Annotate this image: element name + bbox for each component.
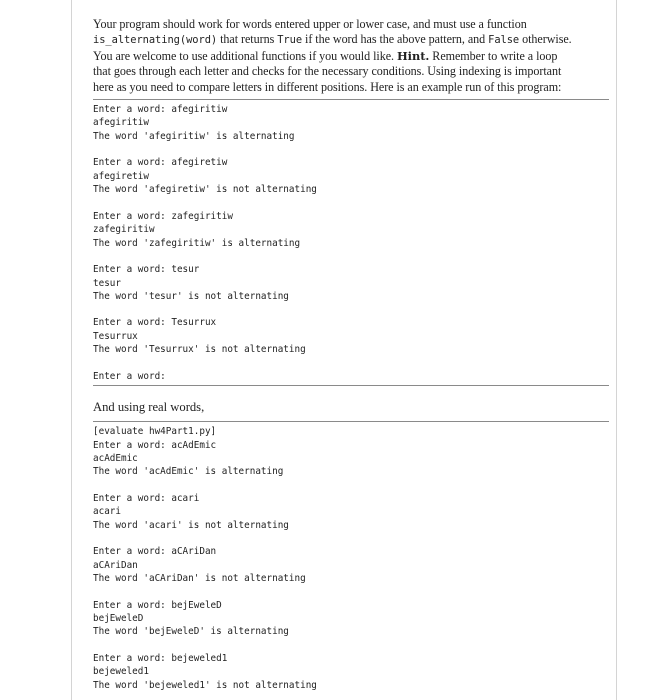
result-line: The word 'afegiritiw' is alternating: [93, 130, 295, 142]
result-line: The word 'bejEweleD' is alternating: [93, 626, 289, 638]
example-run-block: [93, 100, 609, 383]
evaluate-command: [evaluate hw4Part1.py]: [93, 426, 217, 438]
prompt-line: Enter a word: afegiritiw: [93, 104, 228, 116]
prompt-line: Enter a word: bejEweleD: [93, 599, 222, 611]
echo-line: zafegiritiw: [93, 224, 155, 236]
prompt-line: Enter a word: acAdEmic: [93, 439, 217, 451]
prompt-line: Enter a word: acari: [93, 492, 200, 504]
echo-line: acari: [93, 506, 121, 518]
echo-line: aCAriDan: [93, 559, 138, 571]
intro-line-1: Your program should work for words entered upper or lower case, and must use a function: [93, 17, 527, 31]
document-content: [93, 17, 609, 692]
prompt-line: Enter a word: tesur: [93, 264, 200, 276]
blank-line: [93, 639, 609, 652]
echo-line: bejEweleD: [93, 613, 144, 625]
blank-line: [93, 143, 609, 156]
page-left-edge: [71, 0, 72, 700]
page-right-edge: [616, 0, 617, 700]
blank-line: [93, 479, 609, 492]
intro-text: that returns: [217, 32, 278, 47]
intro-text: otherwise.: [519, 32, 572, 47]
prompt-line: Enter a word: aCAriDan: [93, 546, 217, 558]
intro-line-3: [93, 49, 609, 64]
echo-line: afegiritiw: [93, 117, 149, 129]
result-line: The word 'acAdEmic' is alternating: [93, 466, 284, 478]
intro-paragraph: [93, 17, 609, 95]
hint-label: Hint.: [396, 48, 430, 63]
true-keyword: True: [277, 34, 303, 47]
echo-line: tesur: [93, 277, 121, 289]
result-line: The word 'Tesurrux' is not alternating: [93, 344, 306, 356]
result-line: The word 'zafegiritiw' is alternating: [93, 237, 301, 249]
intro-text: if the word has the above pattern, and: [302, 32, 489, 47]
echo-line: bejeweled1: [93, 666, 149, 678]
prompt-line: Enter a word:: [93, 370, 166, 382]
function-signature: is_alternating(word): [93, 34, 218, 47]
result-line: The word 'tesur' is not alternating: [93, 290, 289, 302]
blank-line: [93, 586, 609, 599]
echo-line: acAdEmic: [93, 453, 138, 464]
blank-line: [93, 357, 609, 370]
result-line: The word 'afegiretiw' is not alternating: [93, 184, 317, 196]
blank-line: [93, 303, 609, 316]
echo-line: afegiretiw: [93, 170, 149, 182]
real-words-heading: And using real words,: [93, 400, 205, 415]
prompt-line: Enter a word: afegiretiw: [93, 157, 228, 169]
real-words-run-block: [93, 422, 609, 692]
intro-text: You are welcome to use additional functions if you would like.: [93, 48, 397, 63]
blank-line: [93, 250, 609, 263]
intro-line-4: that goes through each letter and checks for the necessary conditions. Using indexing is important: [93, 64, 562, 79]
result-line: The word 'aCAriDan' is not alternating: [93, 573, 306, 585]
prompt-line: Enter a word: zafegiritiw: [93, 210, 233, 222]
intro-line-2: [93, 32, 609, 48]
intro-text: Remember to write a loop: [429, 48, 558, 63]
false-keyword: False: [488, 34, 520, 47]
blank-line: [93, 532, 609, 545]
intro-line-5: here as you need to compare letters in different positions. Here is an example run of this program:: [93, 79, 562, 94]
blank-line: [93, 197, 609, 210]
echo-line: Tesurrux: [93, 330, 138, 342]
result-line: The word 'bejeweled1' is not alternating: [93, 679, 317, 691]
prompt-line: Enter a word: bejeweled1: [93, 653, 228, 665]
result-line: The word 'acari' is not alternating: [93, 519, 289, 531]
prompt-line: Enter a word: Tesurrux: [93, 317, 217, 329]
